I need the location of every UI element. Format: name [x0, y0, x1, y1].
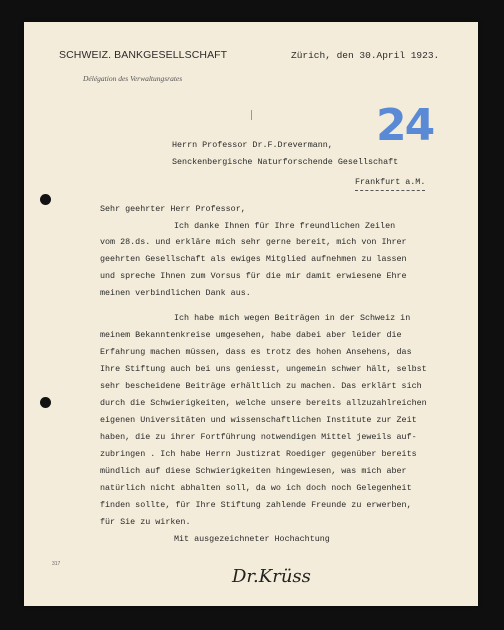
company-letterhead: SCHWEIZ. BANKGESELLSCHAFT: [59, 49, 228, 61]
body-line: haben, die zu ihrer Fortführung notwendigen Mittel jeweils auf-: [100, 432, 417, 442]
body-line: Erfahrung machen müssen, dass es trotz des hohen Ansehens, das: [100, 347, 412, 357]
body-line: Ihre Stiftung auch bei uns geniesst, ungemein schwer hält, selbst: [100, 364, 427, 374]
body-line: Ich danke Ihnen für Ihre freundlichen Zeilen: [174, 221, 396, 231]
punch-hole: [40, 397, 51, 408]
delegation-line: Délégation des Verwaltungsrates: [83, 74, 183, 83]
salutation: Sehr geehrter Herr Professor,: [100, 204, 246, 214]
pencil-mark: [251, 110, 252, 120]
body-line: Ich habe mich wegen Beiträgen in der Schweiz in: [174, 313, 411, 323]
body-line: zubringen . Ich habe Herrn Justizrat Roediger gegenüber bereits: [100, 449, 417, 459]
body-line: natürlich nicht abhalten soll, da wo ich doch noch Gelegenheit: [100, 483, 412, 493]
letter-page: [24, 22, 478, 606]
body-line: vom 28.ds. und erkläre mich sehr gerne bereit, mich von Ihrer: [100, 237, 407, 247]
body-line: geehrten Gesellschaft als ewiges Mitglied aufnehmen zu lassen: [100, 254, 407, 264]
recipient-institution: Senckenbergische Naturforschende Gesellschaft: [172, 157, 399, 167]
body-line: meinen verbindlichen Dank aus.: [100, 288, 251, 298]
body-line: für Sie zu wirken.: [100, 517, 191, 527]
recipient-name: Herrn Professor Dr.F.Drevermann,: [172, 140, 333, 150]
signature: Dr.Krüss: [232, 566, 311, 587]
body-line: und spreche Ihnen zum Vorsus für die mir damit erwiesene Ehre: [100, 271, 407, 281]
body-line: eigenen Universitäten und wissenschaftlichen Institute zur Zeit: [100, 415, 417, 425]
recipient-city: Frankfurt a.M.: [355, 176, 425, 191]
closing: Mit ausgezeichneter Hochachtung: [174, 534, 330, 544]
page-number: 317: [52, 561, 61, 567]
body-line: sehr bescheidene Beiträge erhältlich zu machen. Das erklärt sich: [100, 381, 422, 391]
punch-hole: [40, 194, 51, 205]
place-date: Zürich, den 30.April 1923.: [291, 50, 440, 61]
archive-number-mark: 24: [376, 100, 434, 151]
body-line: durch die Schwierigkeiten, welche unsere bereits allzuzahlreichen: [100, 398, 427, 408]
body-line: mündlich auf diese Schwierigkeiten hingewiesen, was mich aber: [100, 466, 407, 476]
body-line: meinem Bekanntenkreise umgesehen, habe dabei aber leider die: [100, 330, 402, 340]
body-line: finden sollte, für Ihre Stiftung zahlende Freunde zu erwerben,: [100, 500, 412, 510]
